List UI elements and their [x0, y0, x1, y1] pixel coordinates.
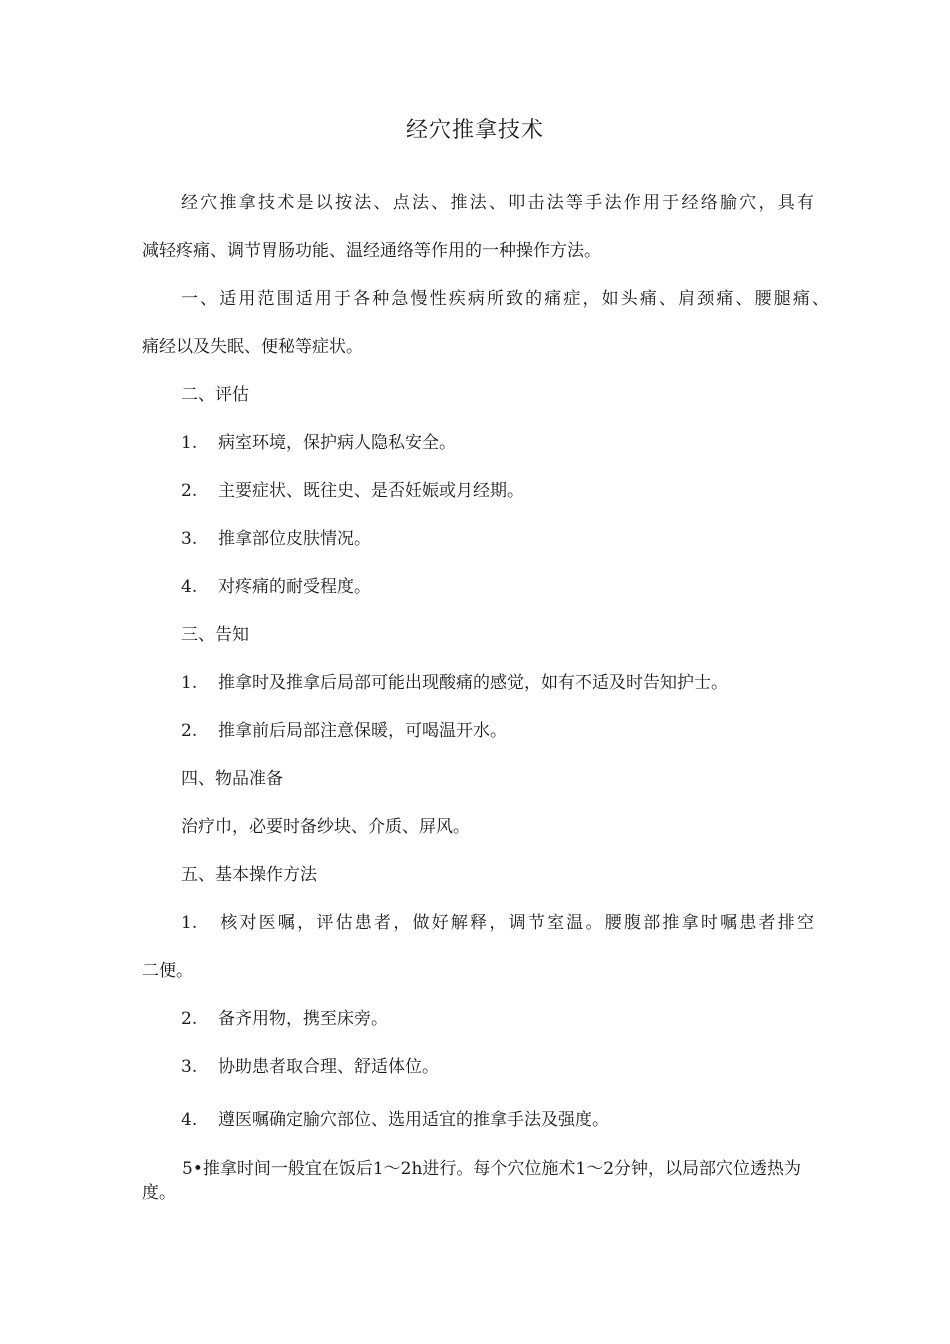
- list-item-text: 遵医嘱确定腧穴部位、选用适宜的推拿手法及强度。: [218, 1110, 609, 1130]
- document-title: 经穴推拿技术: [405, 118, 544, 143]
- list-number: 1.: [181, 673, 198, 693]
- list-item-text: 协助患者取合理、舒适体位。: [218, 1057, 439, 1077]
- scope-line-2: 痛经以及失眠、便秘等症状。: [142, 337, 363, 357]
- list-number: 3.: [181, 529, 198, 549]
- supplies-heading: 四、物品准备: [181, 769, 283, 789]
- list-number: 2.: [181, 721, 198, 741]
- list-item-text: 推拿前后局部注意保暖，可喝温开水。: [218, 721, 507, 741]
- procedure-item-5: 5•推拿时间一般宜在饭后1〜2h进行。每个穴位施术1〜2分钟，以局部穴位透热为度。: [142, 1159, 802, 1203]
- assessment-heading: 二、评估: [181, 385, 249, 405]
- assessment-item-3: [181, 527, 371, 551]
- notification-item-2: [181, 719, 507, 743]
- list-number: 4.: [181, 577, 198, 597]
- procedure-item-4: [181, 1108, 609, 1132]
- procedure-item-3: [181, 1055, 439, 1079]
- intro-line-2: 减轻疼痛、调节胃肠功能、温经通络等作用的一种操作方法。: [142, 241, 601, 261]
- assessment-item-2: [181, 479, 524, 503]
- scope-line-1: 一、适用范围适用于各种急慢性疾病所致的痛症，如头痛、肩颈痛、腰腿痛、: [181, 289, 829, 309]
- intro-line-1: 经穴推拿技术是以按法、点法、推法、叩击法等手法作用于经络腧穴，具有: [181, 193, 814, 213]
- notification-heading: 三、告知: [181, 625, 249, 645]
- list-number: 4.: [181, 1110, 198, 1130]
- procedure-item-2: [181, 1007, 388, 1031]
- procedure-heading: 五、基本操作方法: [181, 865, 317, 885]
- list-number: 1.: [181, 433, 198, 453]
- list-item-text: 推拿时及推拿后局部可能出现酸痛的感觉，如有不适及时告知护士。: [218, 673, 728, 693]
- list-item-text: 备齐用物，携至床旁。: [218, 1009, 388, 1029]
- notification-item-1: [181, 671, 728, 695]
- list-number: 2.: [181, 1009, 198, 1029]
- procedure-item-1-line-1: [181, 911, 814, 935]
- list-item-text: 核对医嘱，评估患者，做好解释，调节室温。腰腹部推拿时嘱患者排空: [218, 913, 814, 933]
- procedure-item-1-line-2: 二便。: [142, 961, 193, 981]
- list-number: 2.: [181, 481, 198, 501]
- list-number: 3.: [181, 1057, 198, 1077]
- assessment-item-1: [181, 431, 456, 455]
- list-item-text: 病室环境，保护病人隐私安全。: [218, 433, 456, 453]
- list-item-text: 推拿部位皮肤情况。: [218, 529, 371, 549]
- assessment-item-4: [181, 575, 371, 599]
- list-number: 1.: [181, 913, 198, 933]
- list-item-text: 对疼痛的耐受程度。: [218, 577, 371, 597]
- supplies-text: 治疗巾，必要时备纱块、介质、屏风。: [181, 817, 470, 837]
- list-item-text: 主要症状、既往史、是否妊娠或月经期。: [218, 481, 524, 501]
